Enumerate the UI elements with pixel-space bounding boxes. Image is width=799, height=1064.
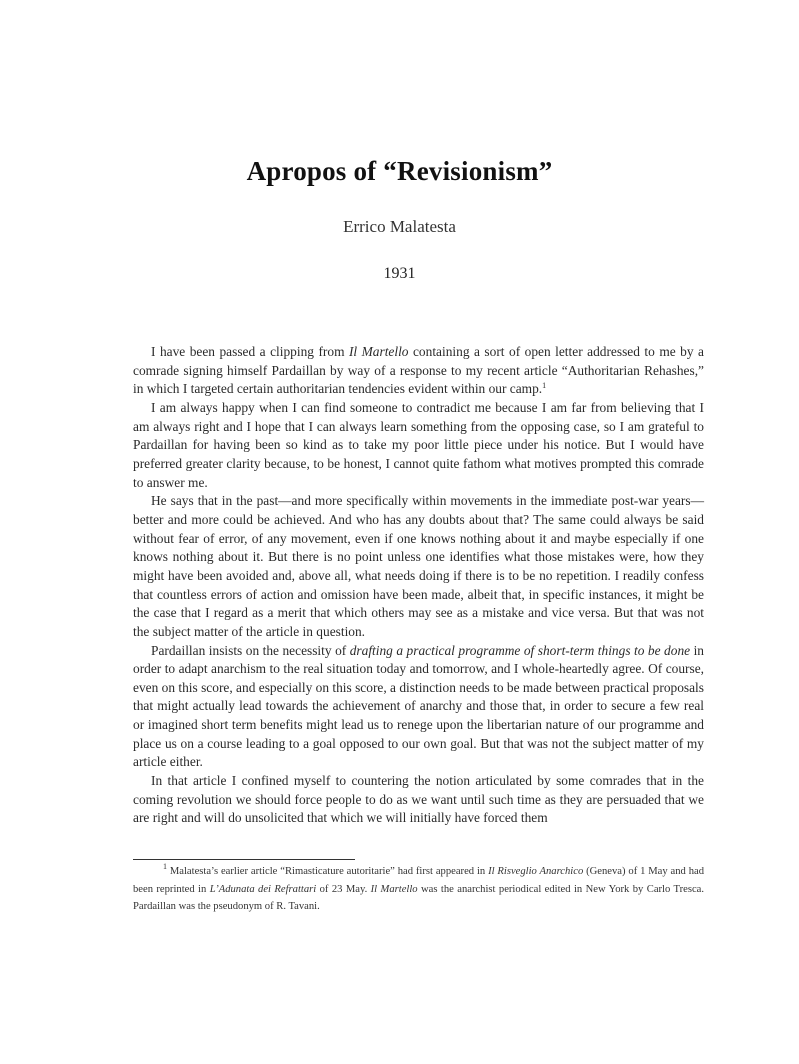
footnote-marker: 1 <box>163 862 167 871</box>
publication-title: Il Martello <box>348 344 409 359</box>
paragraph-text: Pardaillan insists on the necessity of <box>151 642 350 658</box>
paragraph-4 <box>133 642 704 773</box>
footnote-segment: Malatesta’s earlier article “Rimasticature autoritarie” had first appeared in <box>167 866 489 877</box>
footnote-segment: of 23 May. <box>316 883 371 895</box>
publication-title: Il Risveglio Anarchico <box>488 866 584 877</box>
paragraph-text: in order to adapt anarchism to the real situation today and tomorrow, and I whole-heartedly agree. Of course, even on this score, and especially on this score, a distinction needs to be made between practical proposals that might actually lead towards the achievement of anarchy and those that, in order to secure a few real or imagined short term benefits might lead us to renege upon the libertarian nature of our programme and place us on a course leading to a goal opposed to our own goal. But that was not the subject matter of my article either. <box>133 642 704 770</box>
document-author: Errico Malatesta <box>343 217 456 236</box>
publication-title: Il Martello <box>370 883 418 895</box>
emphasized-quote: drafting a practical programme of short-term things to be done <box>349 642 691 658</box>
document-year: 1931 <box>383 265 416 282</box>
article-body <box>133 343 704 828</box>
footnote-segment: (Geneva) of 1 May and had been reprinted in <box>133 866 705 895</box>
footnote-reference[interactable]: 1 <box>542 381 547 391</box>
footnote-text <box>133 863 704 916</box>
paragraph-1 <box>133 343 704 399</box>
publication-title: L’Adunata dei Refrattari <box>209 883 317 895</box>
paragraph-text: I have been passed a clipping from <box>151 344 349 359</box>
document-title: Apropos of “Revisionism” <box>246 156 553 187</box>
footnote-divider <box>133 859 355 860</box>
footnote-segment: was the anarchist periodical edited in New York by Carlo Tresca. Pardaillan was the pseudonym of R. Tavani. <box>133 883 705 913</box>
paragraph-3: He says that in the past—and more specifically within movements in the immediate post-war years—better and more could be achieved. And who has any doubts about that? The same could always be said without fear of error, of any movement, even if one knows nothing about it and maybe especially if one knows nothing about it. But there is no point unless one identifies what those mistakes were, how they might have been avoided and, above all, what needs doing if there is to be no repetition. I readily confess that countless errors of action and omission have been made, albeit that, in specific instances, it might be the case that I regard as a merit that which others may see as a mistake and vice versa. But that was not the subject matter of the article in question. <box>133 493 704 639</box>
footnote-1 <box>133 863 704 916</box>
paragraph-text: containing a sort of open letter addressed to me by a comrade signing himself Pardaillan by way of a response to my recent article “Authoritarian Rehashes,” in which I targeted certain authoritarian tendencies evident within our camp. <box>133 344 704 397</box>
paragraph-2: I am always happy when I can find someone to contradict me because I am far from believing that I am always right and I hope that I can always learn something from the opposing case, so I am grateful to Pardaillan for having been so kind as to take my poor little piece under his notice. But I would have preferred greater clarity because, to be honest, I cannot quite fathom what motives prompted this comrade to answer me. <box>133 399 704 490</box>
paragraph-5: In that article I confined myself to countering the notion articulated by some comrades that in the coming revolution we should force people to do as we want until such time as they are persuaded that we are right and will do unsolicited that which we will initially have forced them <box>133 773 704 826</box>
